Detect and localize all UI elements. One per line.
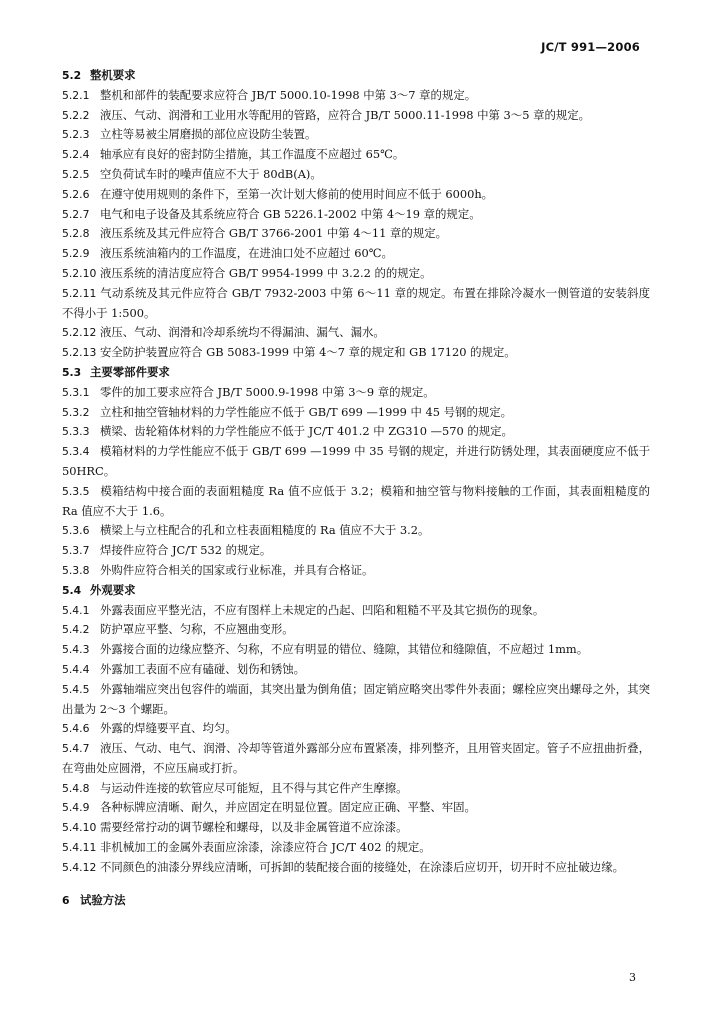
clause [62, 224, 650, 244]
clause-number: 5.4.9 [62, 801, 90, 815]
clause-text: 气动系统及其元件应符合 GB/T 7932-2003 中第 6～11 章的规定。布置在排除冷凝水一侧管道的安装斜度不得小于 1:500。 [62, 285, 650, 320]
clause-number: 5.3.6 [62, 524, 90, 538]
clause-number: 5.2.6 [62, 187, 90, 201]
clause [62, 680, 650, 720]
clause-text: 液压、气动、润滑和冷却系统均不得漏油、漏气、漏水。 [100, 325, 385, 340]
clause [62, 284, 650, 324]
clause-text: 液压系统油箱内的工作温度，在进油口处不应超过 60℃。 [100, 246, 393, 261]
clause [62, 561, 650, 581]
clause-number: 5.2.9 [62, 247, 90, 261]
section-heading [62, 581, 650, 601]
clause [62, 719, 650, 739]
clause [62, 779, 650, 799]
clause-number: 5.4.12 [62, 860, 97, 874]
clause-number: 5.3.3 [62, 425, 90, 439]
chapter-title: 试验方法 [80, 892, 126, 907]
clause-number: 5.2.2 [62, 108, 90, 122]
clause [62, 838, 650, 858]
section-number: 5.4 [62, 583, 82, 597]
clause [62, 106, 650, 126]
clause [62, 640, 650, 660]
clause [62, 858, 650, 878]
clause [62, 383, 650, 403]
clause-text: 立柱等易被尘屑磨损的部位应设防尘装置。 [100, 127, 317, 142]
clause-text: 液压、气动、润滑和工业用水等配用的管路，应符合 JB/T 5000.11-1998 中第 3～5 章的规定。 [100, 107, 591, 122]
clause-number: 5.3.8 [62, 563, 90, 577]
clause-text: 与运动件连接的软管应尽可能短，且不得与其它件产生摩擦。 [100, 780, 408, 795]
clause-number: 5.2.1 [62, 88, 90, 102]
clause-text: 外露接合面的边缘应整齐、匀称，不应有明显的错位、缝隙，其错位和缝隙值，不应超过 1mm。 [100, 642, 589, 657]
clause-text: 电气和电子设备及其系统应符合 GB 5226.1-2002 中第 4～19 章的规定。 [100, 206, 481, 221]
clause [62, 620, 650, 640]
section-heading [62, 66, 650, 86]
clause [62, 403, 650, 423]
clause [62, 660, 650, 680]
clause [62, 264, 650, 284]
document-body [62, 66, 650, 910]
clause [62, 205, 650, 225]
clause-text: 模箱结构中接合面的表面粗糙度 Ra 值不应低于 3.2；模箱和抽空管与物料接触的工作面，其表面粗糙度的 Ra 值应不大于 1.6。 [62, 483, 650, 518]
clause-number: 5.2.12 [62, 326, 97, 340]
clause-text: 横梁、齿轮箱体材料的力学性能应不低于 JC/T 401.2 中 ZG310 —570 的规定。 [100, 424, 513, 439]
section-number: 5.3 [62, 365, 82, 379]
clause-text: 立柱和抽空管轴材料的力学性能应不低于 GB/T 699 —1999 中 45 号钢的规定。 [100, 404, 513, 419]
clause [62, 125, 650, 145]
clause-text: 空负荷试车时的噪声值应不大于 80dB(A)。 [100, 166, 322, 181]
clause-number: 5.2.5 [62, 167, 90, 181]
clause [62, 165, 650, 185]
clause-text: 液压系统及其元件应符合 GB/T 3766-2001 中第 4～11 章的规定。 [100, 226, 447, 241]
clause-text: 不同颜色的油漆分界线应清晰，可拆卸的装配接合面的接缝处，在涂漆后应切开，切开时不应扯破边缘。 [100, 859, 624, 874]
clause [62, 482, 650, 522]
clause-number: 5.4.5 [62, 682, 90, 696]
clause-number: 5.4.11 [62, 841, 97, 855]
clause [62, 798, 650, 818]
clause-text: 零件的加工要求应符合 JB/T 5000.9-1998 中第 3～9 章的规定。 [100, 384, 435, 399]
clause-number: 5.2.7 [62, 207, 90, 221]
clause [62, 521, 650, 541]
clause [62, 818, 650, 838]
clause-number: 5.2.3 [62, 128, 90, 142]
clause-text: 液压、气动、电气、润滑、冷却等管道外露部分应布置紧凑，排列整齐，且用管夹固定。管子不应扭曲折叠，在弯曲处应圆滑，不应压扁或打折。 [62, 741, 650, 775]
clause [62, 442, 650, 482]
clause-number: 5.3.2 [62, 405, 90, 419]
clause-text: 横梁上与立柱配合的孔和立柱表面粗糙度的 Ra 值应不大于 3.2。 [100, 523, 430, 538]
page-number: 3 [629, 971, 636, 984]
clause-number: 5.4.3 [62, 643, 90, 657]
clause-text: 各种标牌应清晰、耐久，并应固定在明显位置。固定应正确、平整、牢固。 [100, 800, 476, 815]
clause-number: 5.4.1 [62, 603, 90, 617]
clause-text: 轴承应有良好的密封防尘措施，其工作温度不应超过 65℃。 [100, 147, 405, 162]
clause-text: 在遵守使用规则的条件下，至第一次计划大修前的使用时间应不低于 6000h。 [100, 186, 494, 201]
clause [62, 145, 650, 165]
clause [62, 422, 650, 442]
clause-number: 5.4.6 [62, 722, 90, 736]
clause-number: 5.4.2 [62, 623, 90, 637]
clause-text: 焊接件应符合 JC/T 532 的规定。 [100, 543, 272, 558]
clause-number: 5.4.10 [62, 821, 97, 835]
section-title: 外观要求 [90, 582, 136, 597]
clause [62, 601, 650, 621]
clause [62, 185, 650, 205]
clause-number: 5.4.4 [62, 662, 90, 676]
clause-number: 5.3.4 [62, 445, 90, 459]
clause [62, 323, 650, 343]
section-title: 主要零部件要求 [90, 364, 170, 379]
document-code: JC/T 991—2006 [541, 40, 640, 54]
clause-number: 5.2.4 [62, 148, 90, 162]
clause-text: 安全防护装置应符合 GB 5083-1999 中第 4～7 章的规定和 GB 17120 的规定。 [100, 345, 516, 360]
chapter-heading [62, 891, 650, 911]
clause-number: 5.2.11 [62, 286, 97, 300]
clause-text: 模箱材料的力学性能应不低于 GB/T 699 —1999 中 35 号钢的规定，并进行防锈处理，其表面硬度应不低于 50HRC。 [62, 444, 650, 478]
clause-number: 5.3.1 [62, 385, 90, 399]
clause-text: 液压系统的清洁度应符合 GB/T 9954-1999 中 3.2.2 的的规定。 [100, 265, 432, 280]
section-title: 整机要求 [90, 68, 136, 82]
clause-text: 整机和部件的装配要求应符合 JB/T 5000.10-1998 中第 3～7 章的规定。 [100, 87, 477, 102]
clause-number: 5.2.10 [62, 266, 97, 280]
clause-text: 外露轴端应突出包容件的端面，其突出量为倒角值；固定销应略突出零件外表面；螺栓应突出螺母之外，其突出量为 2～3 个螺距。 [62, 681, 650, 716]
clause [62, 244, 650, 264]
clause-text: 非机械加工的金属外表面应涂漆，涂漆应符合 JC/T 402 的规定。 [100, 840, 431, 855]
clause [62, 343, 650, 363]
section-heading [62, 363, 650, 383]
clause-number: 5.4.8 [62, 781, 90, 795]
clause-number: 5.4.7 [62, 742, 90, 756]
clause-text: 外露表面应平整光洁，不应有图样上未规定的凸起、凹陷和粗糙不平及其它损伤的现象。 [100, 602, 545, 617]
clause-text: 防护罩应平整、匀称，不应翘曲变形。 [100, 622, 294, 637]
clause-text: 外露加工表面不应有磕碰、划伤和锈蚀。 [100, 661, 306, 676]
clause [62, 86, 650, 106]
clause [62, 541, 650, 561]
clause-number: 5.2.8 [62, 227, 90, 241]
chapter-number: 6 [62, 893, 70, 907]
clause-text: 需要经常拧动的调节螺栓和螺母，以及非金属管道不应涂漆。 [100, 820, 408, 835]
clause-text: 外购件应符合相关的国家或行业标准，并具有合格证。 [100, 562, 374, 577]
clause-number: 5.2.13 [62, 346, 97, 360]
clause-text: 外露的焊缝要平直、均匀。 [100, 721, 237, 736]
clause [62, 739, 650, 779]
clause-number: 5.3.7 [62, 544, 90, 558]
section-number: 5.2 [62, 69, 82, 82]
clause-number: 5.3.5 [62, 484, 90, 498]
